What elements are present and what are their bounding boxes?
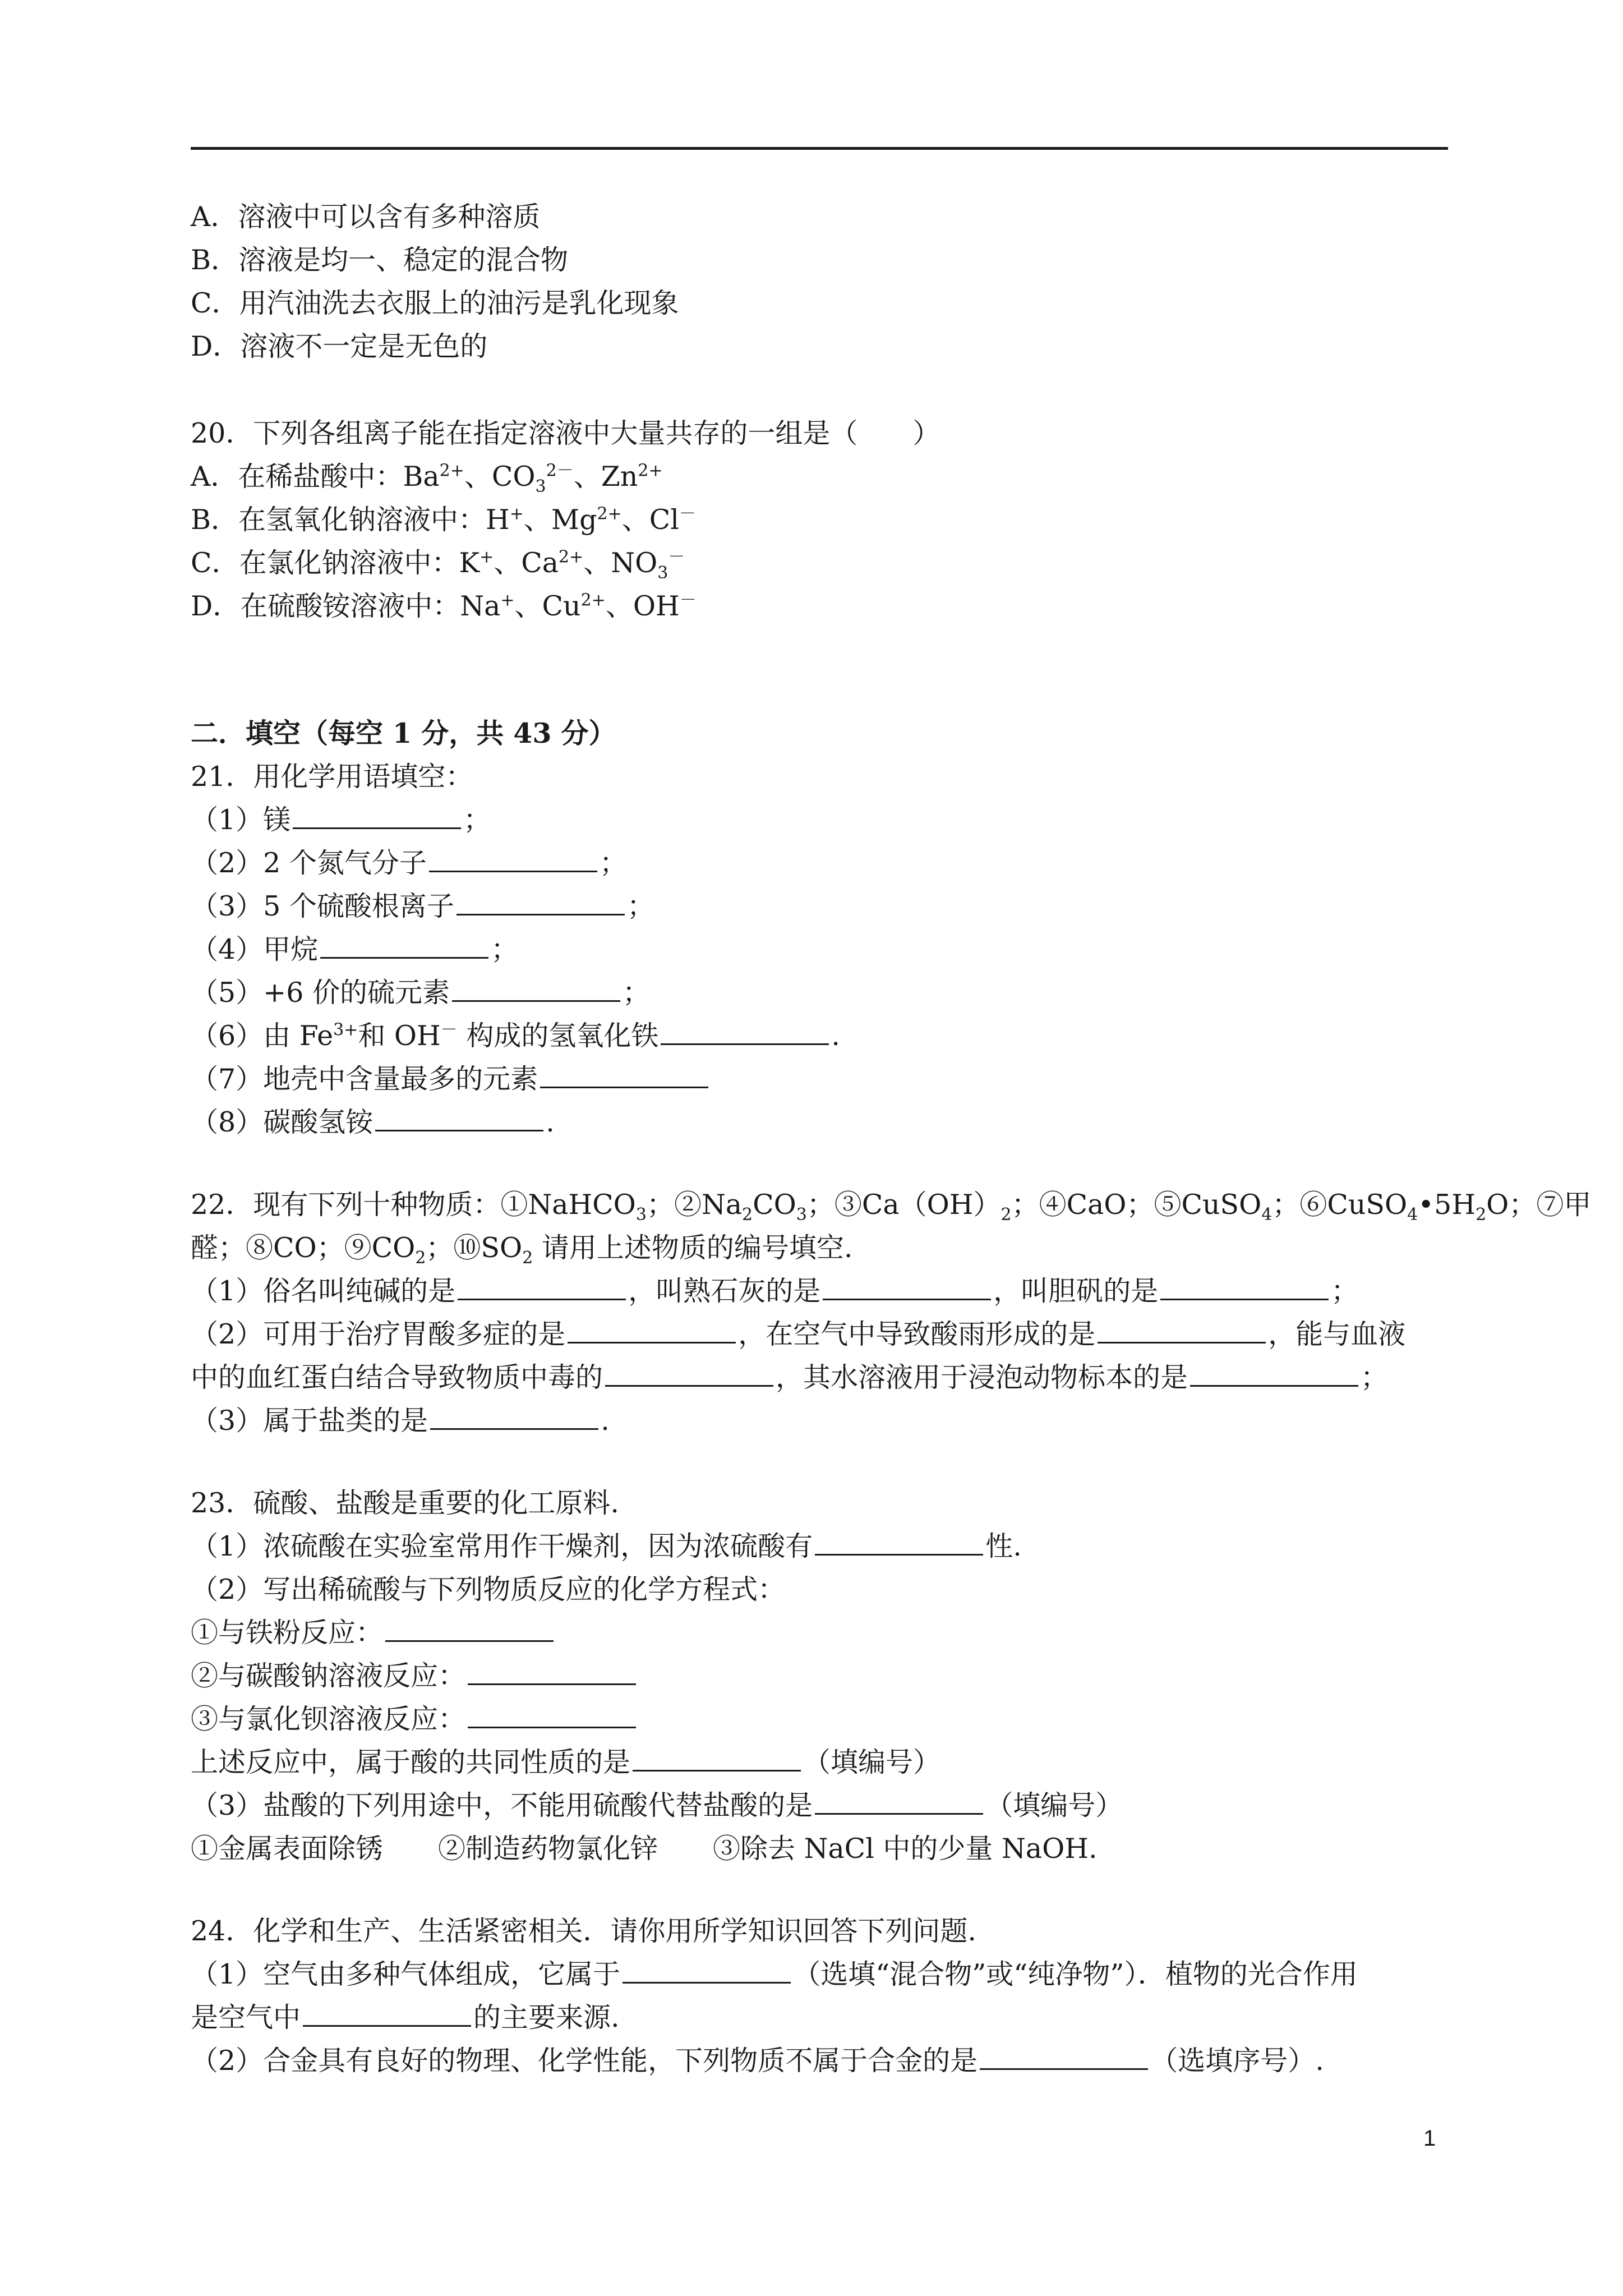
answer-blank[interactable]: [623, 1959, 791, 1984]
answer-blank[interactable]: [457, 891, 625, 915]
q24-stem: 24．化学和生产、生活紧密相关．请你用所学知识回答下列问题.: [191, 1915, 976, 1947]
q23-part3: （3）盐酸的下列用途中，不能用硫酸代替盐酸的是 （填编号）: [191, 1789, 1123, 1821]
answer-blank[interactable]: [540, 1064, 708, 1088]
q24-part2: （2）合金具有良好的物理、化学性能，下列物质不属于合金的是 （选填序号）.: [191, 2045, 1324, 2077]
q19-option-b: B．溶液是均一、稳定的混合物: [191, 244, 569, 276]
q22-part3: （3）属于盐类的是 .: [191, 1405, 610, 1437]
q20-option-d: D．在硫酸铵溶液中：Na+、$Cu^{2+}$、OH－: [191, 590, 697, 622]
q22-stem-line2: 醛；⑧CO；$⑨CO_2$；$⑩SO_2$ 请用上述物质的编号填空.: [191, 1232, 853, 1268]
q19-option-a: A．溶液中可以含有多种溶质: [191, 201, 541, 233]
answer-blank[interactable]: [815, 1791, 983, 1815]
q23-part1: （1）浓硫酸在实验室常用作干燥剂，因为浓硫酸有 性.: [191, 1530, 1022, 1562]
answer-blank[interactable]: [320, 935, 488, 959]
q21-item: （2）2 个氮气分子 ；: [191, 847, 627, 879]
q20-option-a: A．在稀盐酸中：$Ba^{2+}$、$CO_3^{2-}$、$Zn^{2+}$: [191, 461, 663, 496]
answer-blank[interactable]: [1190, 1363, 1358, 1387]
answer-blank[interactable]: [429, 848, 597, 872]
q21-item: （6）由 $Fe^{3+}$和 OH－ 构成的氢氧化铁 .: [191, 1020, 840, 1052]
answer-blank[interactable]: [633, 1747, 801, 1772]
q20-option-b: B．在氢氧化钠溶液中：H+、$Mg^{2+}$、Cl－: [191, 504, 696, 536]
answer-blank[interactable]: [468, 1661, 636, 1685]
q21-item: （7）地壳中含量最多的元素: [191, 1057, 1448, 1101]
q21-stem: 21．用化学用语填空：: [191, 761, 473, 793]
q23-reaction-3: ③与氯化钡溶液反应：: [191, 1697, 1448, 1741]
q19-option-c: C．用汽油洗去衣服上的油污是乳化现象: [191, 287, 679, 319]
answer-blank[interactable]: [605, 1363, 773, 1387]
q23-reaction-2: ②与碳酸钠溶液反应：: [191, 1654, 1448, 1697]
q22-part2: （2）可用于治疗胃酸多症的是 ，在空气中导致酸雨形成的是 ，能与血液: [191, 1318, 1406, 1350]
answer-blank[interactable]: [303, 2003, 471, 2027]
q21-item: （3）5 个硫酸根离子 ；: [191, 890, 654, 922]
header-rule: [191, 147, 1448, 150]
answer-blank[interactable]: [430, 1406, 598, 1430]
q20-stem: 20．下列各组离子能在指定溶液中大量共存的一组是（ ）: [191, 417, 940, 449]
page-number: 1: [1423, 2126, 1436, 2151]
answer-blank[interactable]: [452, 978, 620, 1002]
answer-blank[interactable]: [1098, 1319, 1266, 1343]
q24-part1-cont: 是空气中 的主要来源.: [191, 2001, 620, 2033]
answer-blank[interactable]: [815, 1531, 983, 1556]
q23-reaction-1: ①与铁粉反应：: [191, 1611, 1448, 1654]
answer-blank[interactable]: [1160, 1276, 1329, 1300]
answer-blank[interactable]: [385, 1618, 554, 1642]
q19-option-d: D．溶液不一定是无色的: [191, 330, 488, 362]
answer-blank[interactable]: [661, 1021, 829, 1045]
answer-blank[interactable]: [468, 1704, 636, 1728]
q21-item: （1）镁 ；: [191, 804, 491, 836]
page-content: [191, 195, 1592, 2082]
answer-blank[interactable]: [293, 805, 461, 829]
answer-blank[interactable]: [980, 2046, 1148, 2070]
answer-blank[interactable]: [568, 1319, 736, 1343]
q21-item: （4）甲烷 ；: [191, 933, 519, 965]
q22-stem-line1: 22．现有下列十种物质：①NaHCO$_3$；$②Na_2CO_3$；$③Ca(OH)_2$；④CaO；⑤CuSO$_4$；$⑥CuSO_4•5H_2O$；⑦甲: [191, 1189, 1592, 1225]
section-title: 二．填空（每空 1 分，共 43 分）: [191, 717, 616, 749]
q23-common: 上述反应中，属于酸的共同性质的是 （填编号）: [191, 1746, 941, 1778]
q23-uses: ①金属表面除锈 ②制造药物氯化锌 ③除去 NaCl 中的少量 NaOH.: [191, 1833, 1098, 1865]
q21-item: （5）+6 价的硫元素 ；: [191, 977, 650, 1009]
q24-part1: （1）空气由多种气体组成，它属于 （选填“混合物”或“纯净物”）．植物的光合作用: [191, 1958, 1358, 1990]
q22-part1: （1）俗名叫纯碱的是 ，叫熟石灰的是 ，叫胆矾的是 ；: [191, 1275, 1359, 1307]
q20-option-c: C．在氯化钠溶液中：K+、$Ca^{2+}$、$NO_3^-$: [191, 547, 685, 583]
q23-stem: 23．硫酸、盐酸是重要的化工原料.: [191, 1487, 619, 1519]
q21-item: （8）碳酸氢铵 .: [191, 1106, 555, 1138]
q23-part2: （2）写出稀硫酸与下列物质反应的化学方程式：: [191, 1573, 786, 1605]
q22-part2-cont: 中的血红蛋白结合导致物质中毒的 ，其水溶液用于浸泡动物标本的是 ；: [191, 1361, 1389, 1393]
answer-blank[interactable]: [823, 1276, 991, 1300]
answer-blank[interactable]: [458, 1276, 626, 1300]
answer-blank[interactable]: [375, 1107, 543, 1131]
